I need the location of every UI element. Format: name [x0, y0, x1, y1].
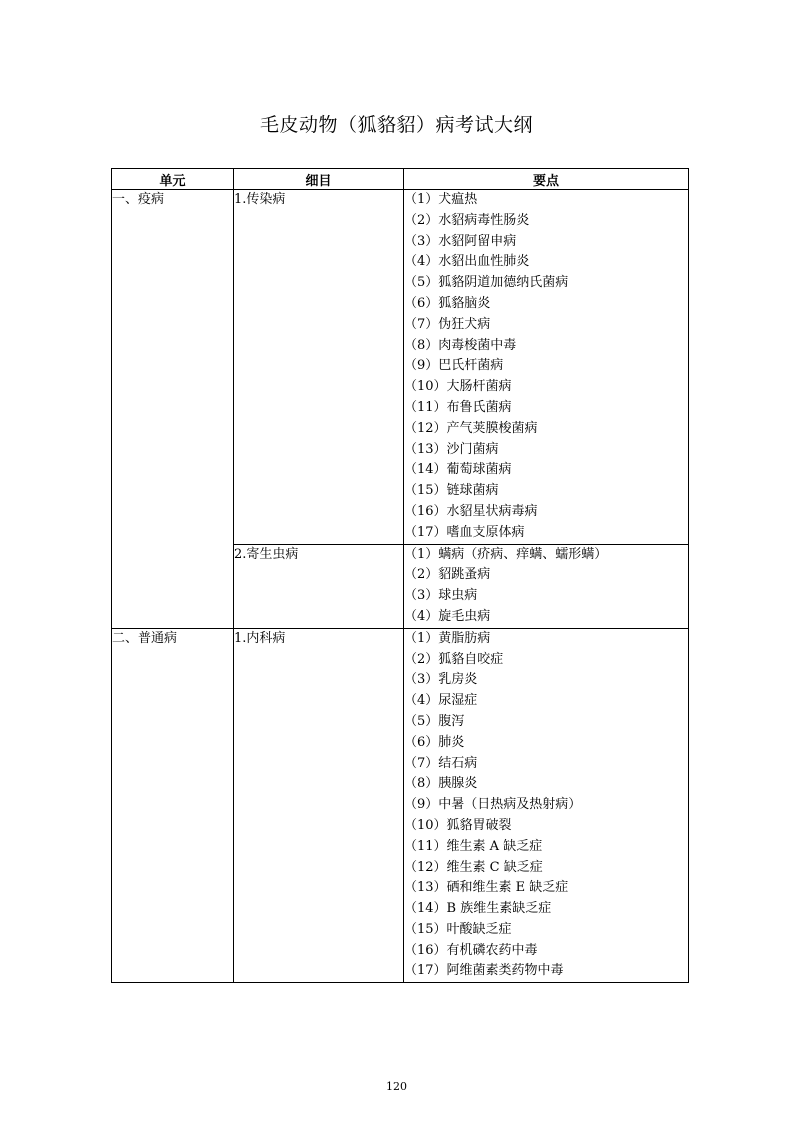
point-item: （2）狐貉自咬症: [404, 651, 504, 667]
unit-cell: 二、普通病: [112, 628, 234, 983]
point-item: （8）胰腺炎: [404, 776, 478, 792]
point-item: （4）尿湿症: [404, 693, 478, 709]
points-cell: [404, 544, 689, 628]
page-number: 120: [386, 1080, 407, 1093]
point-item: （17）嗜血支原体病: [404, 524, 525, 540]
point-item: （4）水貂出血性肺炎: [404, 254, 530, 270]
point-item: （10）狐貉胃破裂: [404, 817, 512, 833]
point-item: （13）沙门菌病: [404, 441, 499, 457]
point-item: （7）结石病: [404, 755, 478, 771]
point-item: （5）腹泻: [404, 713, 465, 729]
subitem-cell: 1.内科病: [234, 628, 404, 983]
table-row: [112, 628, 689, 983]
point-item: （3）球虫病: [404, 588, 478, 604]
point-item: （15）叶酸缺乏症: [404, 921, 512, 937]
point-item: （2）水貂病毒性肠炎: [404, 212, 530, 228]
point-item: （11）布鲁氏菌病: [404, 399, 512, 415]
point-item: （11）维生素 A 缺乏症: [404, 838, 543, 854]
header-points: 要点: [404, 169, 689, 190]
point-item: （14）B 族维生素缺乏症: [404, 901, 552, 917]
subitem-cell: 1.传染病: [234, 190, 404, 545]
subitem-cell: 2.寄生虫病: [234, 544, 404, 628]
syllabus-table: [111, 168, 689, 983]
point-item: （13）硒和维生素 E 缺乏症: [404, 880, 569, 896]
points-cell: [404, 190, 689, 545]
point-item: （16）有机磷农药中毒: [404, 942, 538, 958]
point-item: （12）维生素 C 缺乏症: [404, 859, 543, 875]
point-item: （9）巴氏杆菌病: [404, 358, 504, 374]
point-item: （4）旋毛虫病: [404, 608, 491, 624]
point-item: （10）大肠杆菌病: [404, 379, 512, 395]
point-item: （2）貂跳蚤病: [404, 567, 491, 583]
page-title: 毛皮动物（狐貉貂）病考试大纲: [259, 114, 533, 136]
point-item: （1）黄脂肪病: [404, 630, 491, 646]
table-row: [112, 190, 689, 545]
point-item: （7）伪狂犬病: [404, 316, 491, 332]
point-item: （12）产气荚膜梭菌病: [404, 420, 538, 436]
point-item: （8）肉毒梭菌中毒: [404, 337, 517, 353]
point-item: （9）中暑（日热病及热射病）: [404, 797, 582, 813]
unit-cell: 一、疫病: [112, 190, 234, 629]
point-item: （5）狐貉阴道加德纳氏菌病: [404, 275, 569, 291]
header-unit: 单元: [112, 169, 234, 190]
point-item: （6）狐貉脑炎: [404, 295, 491, 311]
point-item: （1）犬瘟热: [404, 192, 478, 207]
point-item: （15）链球菌病: [404, 483, 499, 499]
table-header-row: [112, 169, 689, 190]
point-item: （14）葡萄球菌病: [404, 462, 512, 478]
header-sub: 细目: [234, 169, 404, 190]
points-cell: [404, 628, 689, 983]
point-item: （3）水貂阿留申病: [404, 233, 517, 249]
point-item: （6）肺炎: [404, 734, 465, 750]
point-item: （16）水貂星状病毒病: [404, 503, 538, 519]
point-item: （1）螨病（疥病、痒螨、蠕形螨）: [404, 546, 608, 562]
point-item: （3）乳房炎: [404, 672, 478, 688]
point-item: （17）阿维菌素类药物中毒: [404, 963, 564, 979]
